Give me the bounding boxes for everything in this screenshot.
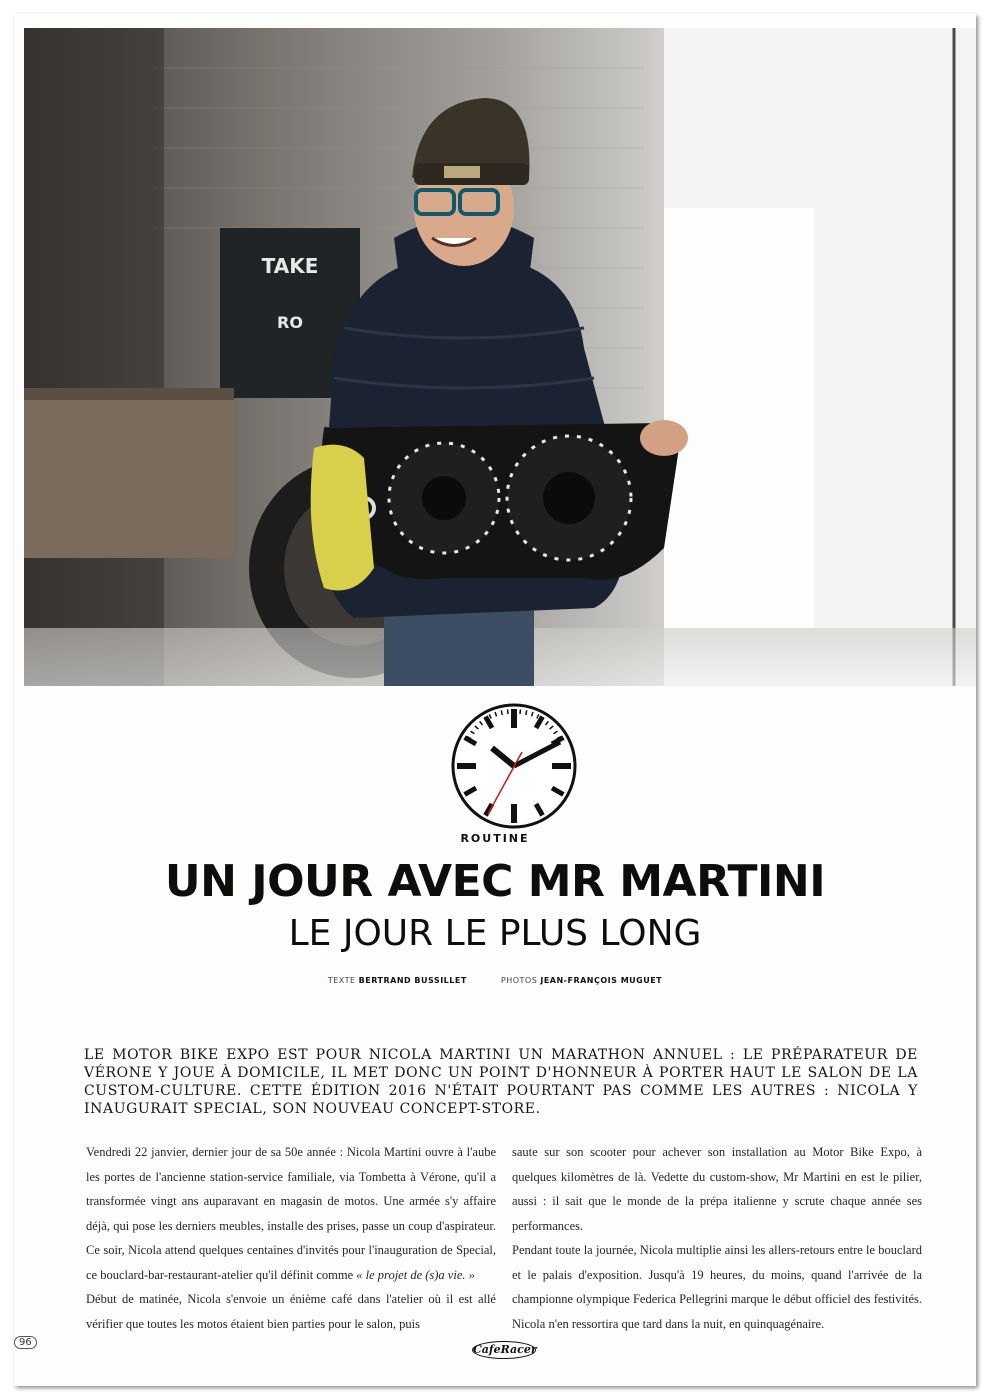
magazine-logo: CafeRacer [472, 1341, 536, 1359]
hero-photo [24, 28, 976, 686]
quote: « le projet de (s)a vie. » [356, 1267, 475, 1282]
body-column-2 [512, 1140, 922, 1336]
kicker: ROUTINE [460, 832, 530, 845]
credits [0, 976, 990, 985]
lead-paragraph: LE MOTOR BIKE EXPO EST POUR NICOLA MARTINI UN MARATHON ANNUEL : LE PRÉPARATEUR DE VÉRONE Y JOUE À DOMICILE, IL MET DONC UN POINT D'HONNEUR À PORTER HAUT LE SALON DE LA CUSTOM-CULTURE. CETTE ÉDITION 2016 N'ÉTAIT POURTANT PAS COMME LES AUTRES : NICOLA Y INAUGURAIT SPECIAL, SON NOUVEAU CONCEPT-STORE. [84, 1047, 918, 1117]
subheadline: LE JOUR LE PLUS LONG [288, 913, 702, 954]
page-number: 96 [14, 1336, 37, 1349]
headline: UN JOUR AVEC MR MARTINI [164, 856, 826, 907]
clock-icon [450, 702, 578, 830]
credit-photo-name: JEAN-FRANÇOIS MUGUET [540, 976, 663, 985]
photo-illustration [24, 28, 976, 686]
sign-text-1: TAKE [261, 254, 319, 278]
body-paragraph [86, 1140, 496, 1287]
body-paragraph: Pendant toute la journée, Nicola multiplie ainsi les allers-retours entre le bouclard et le palais d'exposition. Jusqu'à 19 heures, du moins, quand l'arrivée de la championne olympique Federica Pellegrini marque le début officiel des festivités. Nicola n'en ressortira que tard dans la nuit, en quinquagénaire. [512, 1243, 922, 1331]
sign-text-2: RO [277, 313, 303, 332]
credit-photo-label: PHOTOS [500, 976, 538, 985]
credit-text-name: BERTRAND BUSSILLET [358, 976, 467, 985]
body-column-1 [86, 1140, 496, 1336]
body-paragraph: Début de matinée, Nicola s'envoie un énième café dans l'atelier où il est allé vérifier que toutes les motos étaient bien parties pour le salon, puis [86, 1292, 496, 1331]
credit-text-label: TEXTE [327, 976, 356, 985]
body-paragraph: saute sur son scooter pour achever son installation au Motor Bike Expo, à quelques kilomètres de là. Vedette du custom-show, Mr Martini en est le pilier, aussi : il sait que le monde de la prépa italienne y scrute chaque année ses performances. [512, 1145, 922, 1233]
body-text: Vendredi 22 janvier, dernier jour de sa 50e année : Nicola Martini ouvre à l'aube les portes de l'ancienne station-service familiale, via Tombetta à Vérone, qu'il a transformée vingt ans auparavant en magasin de motos. Une armée s'y affaire déjà, qui pose les derniers meubles, installe des prises, passe un coup d'aspirateur. Ce soir, Nicola attend quelques centaines d'invités pour l'inauguration de Special, ce bouclard-bar-restaurant-atelier qu'il définit comme [86, 1145, 496, 1282]
